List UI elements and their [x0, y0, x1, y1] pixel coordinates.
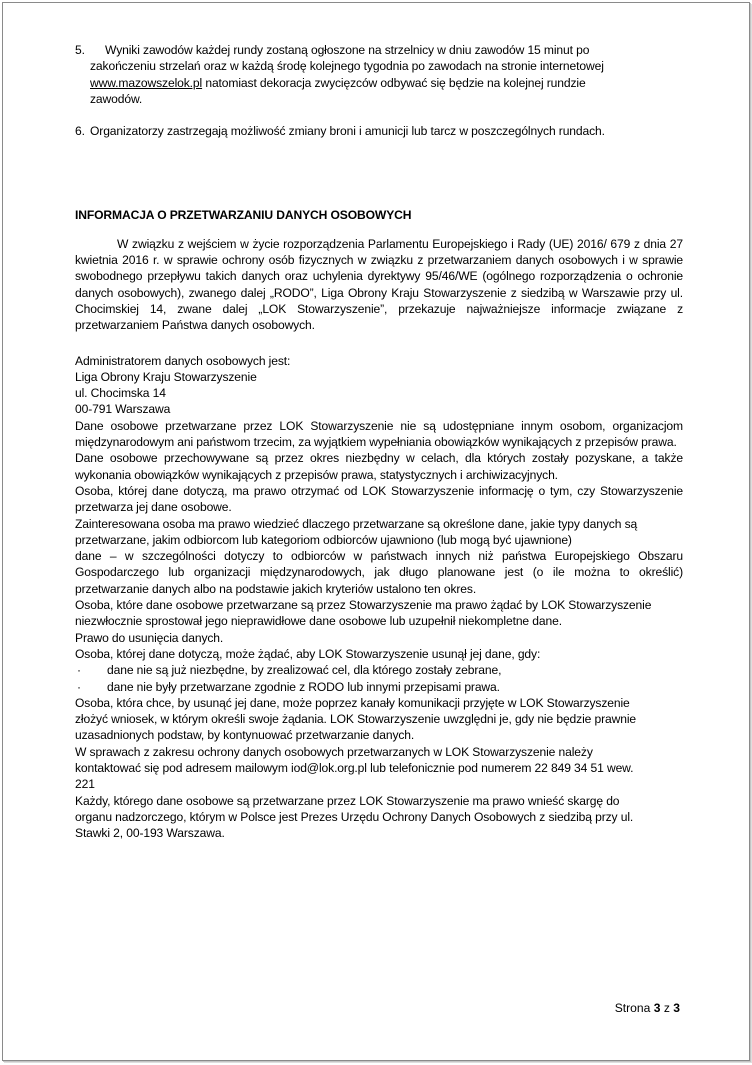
paragraph: Osoba, której dane dotyczą, ma prawo otrzymać od LOK Stowarzyszenie informację o tym, czy Stowarzyszenie przetwarza jej dane osobowe. — [75, 483, 683, 515]
section-heading: INFORMACJA O PRZETWARZANIU DANYCH OSOBOWYCH — [75, 208, 412, 223]
page-separator: z — [663, 1001, 670, 1015]
paragraph: dane – w szczególności dotyczy to odbiorców w państwach innych niż państwa Europejskiego Obszaru Gospodarczego lub organizacji międzynarodowych, jak długo planowane jest (o ile można to określić) przetwarzanie danych albo na podstawie jakich kryteriów ustalono ten okres. — [75, 549, 683, 596]
paragraph: Prawo do usunięcia danych. — [75, 630, 224, 645]
rule-number: 5. — [75, 43, 85, 57]
paragraph: uzasadnionych podstaw, by kontynuować przetwarzanie danych. — [75, 728, 415, 743]
paragraph: Osoba, które dane osobowe przetwarzane są przez Stowarzyszenie ma prawo żądać by LOK Stowarzyszenie — [75, 598, 652, 613]
gdpr-body — [75, 353, 683, 842]
paragraph: 221 — [75, 777, 95, 792]
page-content — [75, 42, 683, 841]
rule-text: zakończeniu strzelań oraz w każdą środę kolejnego tygodnia po zawodach na stronie internetowej — [90, 59, 604, 74]
rule-text: Wyniki zawodów każdej rundy zostaną ogłoszone na strzelnicy w dniu zawodów 15 minut po — [105, 43, 590, 57]
rule-text: Organizatorzy zastrzegają możliwość zmiany broni i amunicji lub tarcz w poszczególnych rundach. — [90, 124, 605, 139]
rule-number: 6. — [75, 124, 85, 139]
admin-label: Administratorem danych osobowych jest: — [75, 353, 291, 368]
paragraph: organu nadzorczego, którym w Polsce jest Prezes Urzędu Ochrony Danych Osobowych z siedzibą przy ul. — [75, 809, 634, 824]
page-number-footer — [615, 1001, 680, 1015]
paragraph: W sprawach z zakresu ochrony danych osobowych przetwarzanych w LOK Stowarzyszenie należy — [75, 744, 593, 759]
total-pages: 3 — [673, 1001, 680, 1015]
bullet-dot: · — [77, 663, 81, 678]
rule-item-6 — [75, 123, 683, 139]
paragraph: Dane osobowe przetwarzane przez LOK Stowarzyszenie nie są udostępniane innym osobom, organizacjom międzynarodowym ani państwom trzecim, za wyjątkiem wypełniania obowiązków wynikających z przepisów prawa. — [75, 418, 683, 450]
paragraph: złożyć wniosek, w którym określi swoje żądania. LOK Stowarzyszenie uwzględni je, gdy nie będzie prawnie — [75, 712, 637, 727]
admin-street: ul. Chocimska 14 — [75, 386, 166, 401]
list-item: · dane nie były przetwarzane zgodnie z RODO lub innymi przepisami prawa. — [77, 679, 500, 694]
rule-text: natomiast dekoracja zwycięzców odbywać się będzie na kolejnej rundzie — [202, 75, 586, 90]
paragraph: Każdy, którego dane osobowe są przetwarzane przez LOK Stowarzyszenie ma prawo wnieść skargę do — [75, 793, 620, 808]
admin-name: Liga Obrony Kraju Stowarzyszenie — [75, 369, 257, 384]
paragraph: niezwłocznie sprostował jego nieprawidłowe dane osobowe lub uzupełnił niekompletne dane. — [75, 614, 562, 629]
document-page — [2, 2, 750, 1061]
intro-paragraph: W związku z wejściem w życie rozporządzenia Parlamentu Europejskiego i Rady (UE) 2016/ 679 z dnia 27 kwietnia 2016 r. w sprawie ochrony osób fizycznych w związku z przetwarzaniem danych osobowych i w sprawie swobodnego przepływu takich danych oraz uchylenia dyrektywy 95/46/WE (ogólnego rozporządzenia o ochronie danych osobowych), zwanego dalej „RODO”, Liga Obrony Kraju Stowarzyszenie z siedzibą w Warszawie przy ul. Chocimskiej 14, zwane dalej „LOK Stowarzyszenie”, przekazuje najważniejsze informacje związane z przetwarzaniem Państwa danych osobowych. — [75, 236, 683, 333]
paragraph: Osoba, której dane dotyczą, może żądać, aby LOK Stowarzyszenie usunął jej dane, gdy: — [75, 646, 541, 661]
website-link[interactable]: www.mazowszelok.pl — [90, 75, 203, 90]
rule-item-5 — [75, 42, 683, 107]
page-label: Strona — [614, 1001, 651, 1015]
bullet-dot: · — [77, 679, 81, 694]
paragraph: Zainteresowana osoba ma prawo wiedzieć dlaczego przetwarzane są określone dane, jakie typy danych są — [75, 516, 638, 531]
current-page: 3 — [653, 1001, 661, 1015]
paragraph: przetwarzane, jakim odbiorcom lub kategoriom odbiorców ujawniono (lub mogą być ujawnione) — [75, 532, 572, 547]
paragraph: Osoba, która chce, by usunąć jej dane, może poprzez kanały komunikacji przyjęte w LOK Stowarzyszenie — [75, 695, 630, 710]
admin-city: 00-791 Warszawa — [75, 402, 171, 417]
paragraph: Dane osobowe przechowywane są przez okres niezbędny w celach, dla których zostały pozyskane, a także wykonania obowiązków wynikających z przepisów prawa, statystycznych i archiwizacyjnych. — [75, 451, 683, 482]
paragraph: Stawki 2, 00-193 Warszawa. — [75, 826, 225, 841]
list-item: · dane nie są już niezbędne, by zrealizować cel, dla którego zostały zebrane, — [77, 663, 502, 678]
paragraph: kontaktować się pod adresem mailowym iod@lok.org.pl lub telefonicznie pod numerem 22 849 34 51 wew. — [75, 760, 634, 775]
rule-text: zawodów. — [90, 91, 143, 106]
